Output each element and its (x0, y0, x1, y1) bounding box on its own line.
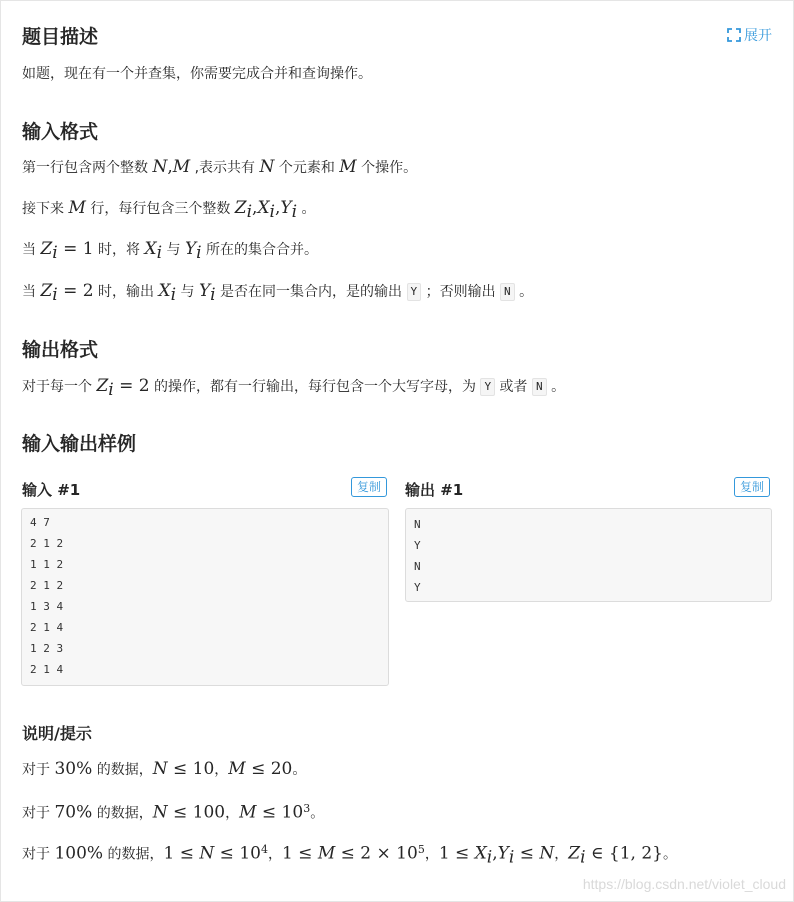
hint-line-3: 对于 100% 的数据，$1 \le N \le 10^4$，$1 \le M \le 2 \times 10^5$，$1 \le X_i,Y_i \le N$，$Z_i$ ∈ {1, 2}。 (22, 843, 677, 868)
code-line: 1 2 3 (30, 642, 64, 655)
sample-output-code[interactable] (405, 508, 772, 602)
sample-input-label: 输入 #1 (22, 481, 81, 499)
expand-button[interactable] (727, 25, 772, 45)
expand-label: 展开 (744, 28, 772, 44)
code-line: 2 1 4 (30, 663, 64, 676)
code-line: 1 1 2 (30, 558, 64, 571)
output-format-line-1: 对于每一个 $Z_i = 2$ 的操作，都有一行输出，每行包含一个大写字母，为 Y 或者 N 。 (22, 376, 566, 400)
code-line: Y (414, 539, 421, 552)
input-format-line-1: 第一行包含两个整数 N,M ,表示共有 N 个元素和 M 个操作。 (22, 157, 418, 177)
section-title-description: 题目描述 (22, 26, 99, 48)
expand-icon (727, 28, 741, 42)
code-line: 1 3 4 (30, 600, 64, 613)
inline-code-yes: Y (407, 283, 422, 301)
code-line: 2 1 2 (30, 579, 64, 592)
sample-output-label: 输出 #1 (405, 481, 464, 499)
code-line: 2 1 4 (30, 621, 64, 634)
section-title-output-format: 输出格式 (22, 339, 99, 361)
hint-line-1: 对于 30% 的数据，N ≤ 10，M ≤ 20。 (22, 759, 307, 779)
section-title-hint: 说明/提示 (22, 724, 92, 743)
hint-line-2: 对于 70% 的数据，N ≤ 100，$M \le 10^3$。 (22, 802, 325, 823)
code-line: N (414, 560, 421, 573)
code-line: Y (414, 581, 421, 594)
inline-code-no: N (532, 378, 547, 396)
copy-input-button[interactable]: 复制 (351, 477, 387, 497)
input-format-line-4: 当 $Z_i = 2$ 时，输出 $X_i$ 与 $Y_i$ 是否在同一集合内，是的输出 Y ；否则输出 N 。 (22, 281, 534, 305)
section-title-samples: 输入输出样例 (22, 433, 137, 455)
sample-input-code[interactable] (21, 508, 389, 686)
input-format-line-2: 接下来 M 行，每行包含三个整数 $Z_i,X_i,Y_i$ 。 (22, 198, 316, 222)
input-format-line-3: 当 $Z_i = 1$ 时，将 $X_i$ 与 $Y_i$ 所在的集合合并。 (22, 239, 319, 263)
inline-code-yes: Y (480, 378, 495, 396)
description-text: 如题，现在有一个并查集，你需要完成合并和查询操作。 (22, 66, 372, 82)
code-line: 4 7 (30, 516, 50, 529)
watermark: https://blog.csdn.net/violet_cloud (582, 876, 786, 892)
section-title-input-format: 输入格式 (22, 121, 99, 143)
inline-code-no: N (500, 283, 515, 301)
code-line: N (414, 518, 421, 531)
copy-output-button[interactable]: 复制 (734, 477, 770, 497)
code-line: 2 1 2 (30, 537, 64, 550)
